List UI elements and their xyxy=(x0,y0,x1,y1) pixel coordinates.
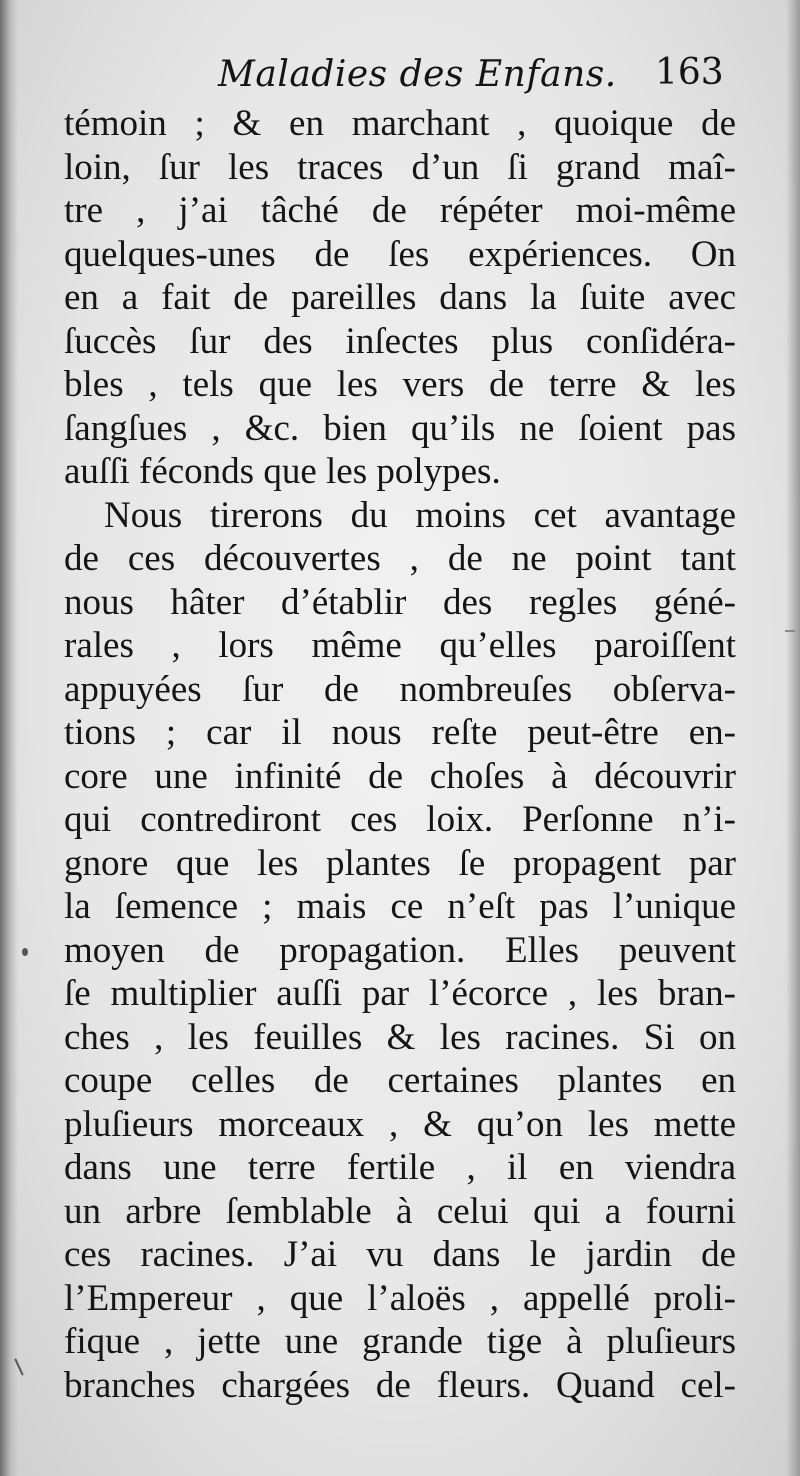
text-line: qui contrediront ces loix. Perſonne n’i- xyxy=(64,799,736,840)
text-line: tre , j’ai tâché de répéter moi-même xyxy=(64,190,736,231)
text-line: moyen de propagation. Elles peuvent xyxy=(64,929,736,971)
text-line: un arbre ſemblable à celui qui a fourni xyxy=(64,1190,736,1232)
edge-shadow xyxy=(786,0,800,1476)
text-line: quelques-unes de ſes expériences. On xyxy=(64,233,736,275)
text-line: rales , lors même qu’elles paroiſſent xyxy=(64,625,736,666)
text-line: ches , les feuilles & les racines. Si on xyxy=(64,1016,736,1058)
paragraph-end-line: auſſi féconds que les polypes. xyxy=(64,451,501,492)
text-line: gnore que les plantes ſe propagent par xyxy=(64,842,736,884)
text-line: coupe celles de certaines plantes en xyxy=(64,1060,736,1101)
text-line: bles , tels que les vers de terre & les xyxy=(64,364,736,405)
page-number: 163 xyxy=(655,52,724,93)
text-line: pluſieurs morceaux , & qu’on les mette xyxy=(64,1103,736,1145)
text-line: ſuccès ſur des inſectes plus conſidéra- xyxy=(64,320,736,362)
text-line: l’Empereur , que l’aloës , appellé proli- xyxy=(64,1277,736,1319)
text-line: témoin ; & en marchant , quoique de xyxy=(64,103,736,144)
paragraph-start-line: Nous tirerons du moins cet avantage xyxy=(104,494,736,536)
text-line: la ſemence ; mais ce n’eſt pas l’unique xyxy=(64,886,736,927)
body-text xyxy=(64,102,736,1407)
text-line: loin, ſur les traces d’un ſi grand maî- xyxy=(64,146,736,188)
text-line: tions ; car il nous reſte peut-être en- xyxy=(64,712,736,753)
text-line: ces racines. J’ai vu dans le jardin de xyxy=(64,1234,736,1275)
ink-speck xyxy=(22,948,28,956)
text-line: en a fait de pareilles dans la ſuite avec xyxy=(64,277,736,318)
text-line: nous hâter d’établir des regles géné- xyxy=(64,581,736,623)
text-line: ſangſues , &c. bien qu’ils ne ſoient pas xyxy=(64,407,736,449)
page-header xyxy=(0,48,800,104)
binding-shadow xyxy=(0,0,18,1476)
text-line: branches chargées de fleurs. Quand cel- xyxy=(64,1364,736,1406)
text-line: core une infinité de choſes à découvrir xyxy=(64,755,736,797)
text-line: fique , jette une grande tige à pluſieurs xyxy=(64,1321,736,1362)
text-line: ſe multiplier auſſi par l’écorce , les bran- xyxy=(64,973,736,1014)
running-title: Maladies des Enfans. xyxy=(218,54,617,95)
text-line: dans une terre fertile , il en viendra xyxy=(64,1147,736,1188)
text-line: de ces découvertes , de ne point tant xyxy=(64,538,736,579)
text-line: appuyées ſur de nombreuſes obſerva- xyxy=(64,668,736,710)
margin-mark xyxy=(785,630,795,632)
